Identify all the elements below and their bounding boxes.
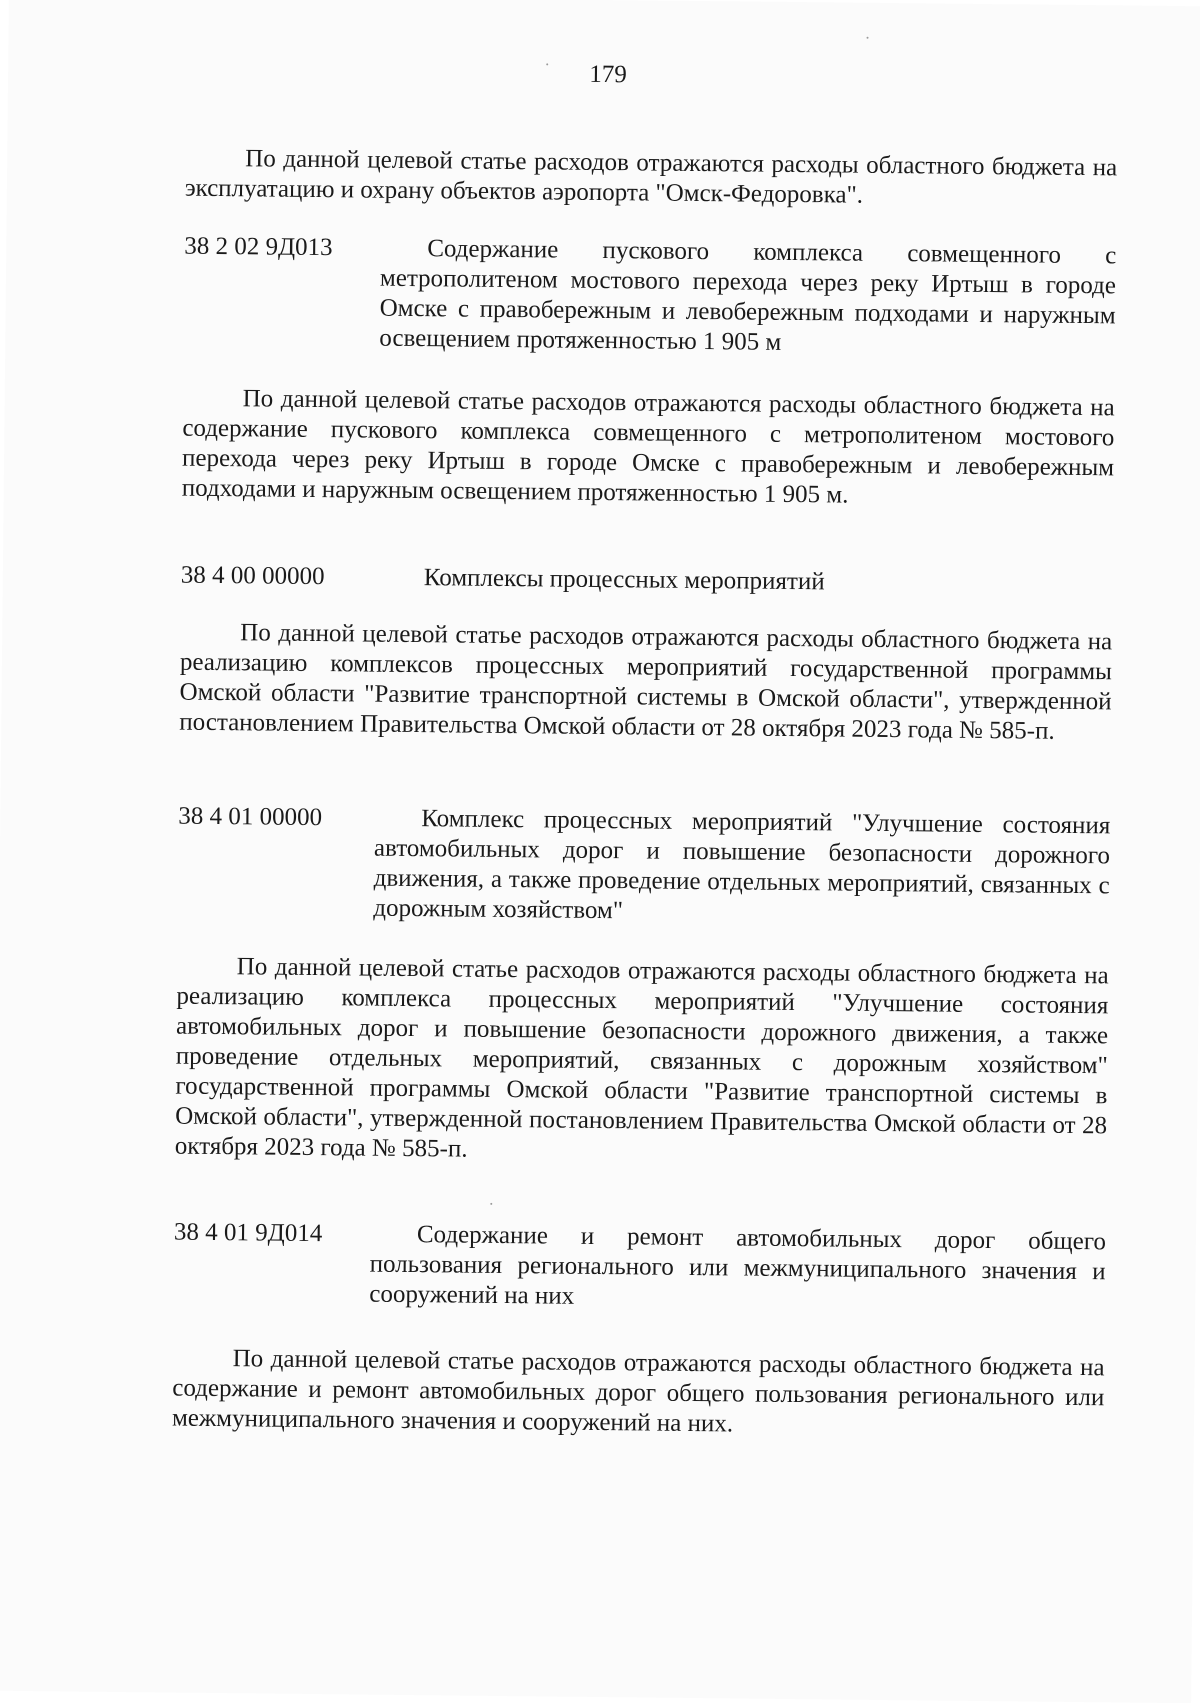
page-number: 179 <box>589 60 628 89</box>
budget-code: 38 2 02 9Д013 <box>184 232 333 262</box>
paragraph-airport-expenses: По данной целевой статье расходов отражаются расходы областного бюджета на эксплуатацию и охрану объектов аэропорта "Омск-Федоровка". <box>184 145 1118 209</box>
budget-entry-title: Комплекс процессных мероприятий "Улучшение состояния автомобильных дорог и повышение безопасности дорожного движения, а также проведение отдельных мероприятий, связанных с дорожным хозяйством" <box>373 805 1111 925</box>
paragraph-road-safety-expenses: По данной целевой статье расходов отражаются расходы областного бюджета на реализацию комплекса процессных мероприятий "Улучшение состояния автомобильных дорог и повышение безопасности дорожного движения, а также проведение отдельных мероприятий, связанных с дорожным хозяйством" государственной программы Омской области "Развитие транспортной системы в Омской области", утвержденной постановлением Правительства Омской области от 28 октября 2023 года № 585-п. <box>174 953 1109 1163</box>
scan-speck <box>546 63 548 65</box>
budget-code: 38 4 01 9Д014 <box>173 1218 323 1248</box>
budget-entry-process-complexes <box>181 561 1113 601</box>
budget-code: 38 4 01 00000 <box>178 802 323 832</box>
paragraph-process-complexes-expenses: По данной целевой статье расходов отражаются расходы областного бюджета на реализацию комплексов процессных мероприятий государственной программы Омской области "Развитие транспортной системы в Омской области", утвержденной постановлением Правительства Омской области от 28 октября 2023 года № 585-п. <box>179 619 1113 745</box>
budget-entry-road-safety-complex <box>177 802 1110 932</box>
scan-speck <box>867 37 869 39</box>
paragraph-bridge-expenses: По данной целевой статье расходов отражаются расходы областного бюджета на содержание пускового комплекса совмещенного с метрополитеном мостового перехода через реку Иртыш в городе Омске с правобережным и левобережным подходами и наружным освещением протяженностью 1 905 м. <box>181 385 1115 509</box>
budget-code: 38 4 00 00000 <box>180 561 325 591</box>
budget-entry-bridge-maintenance <box>183 232 1116 362</box>
budget-entry-title: Комплексы процессных мероприятий <box>423 564 825 596</box>
budget-entry-road-maintenance <box>173 1218 1106 1318</box>
budget-entry-title: Содержание и ремонт автомобильных дорог общего пользования регионального или межмуниципального значения и сооружений на них <box>369 1221 1107 1310</box>
scan-speck <box>490 1203 492 1205</box>
budget-entry-title: Содержание пускового комплекса совмещенного с метрополитеном мостового перехода через реку Иртыш в городе Омске с правобережным и левобережным подходами и наружным освещением протяженностью 1 905 м <box>379 235 1117 356</box>
paragraph-road-maintenance-expenses: По данной целевой статье расходов отражаются расходы областного бюджета на содержание и ремонт автомобильных дорог общего пользования регионального или межмуниципального значения и сооружений на них. <box>171 1345 1105 1438</box>
